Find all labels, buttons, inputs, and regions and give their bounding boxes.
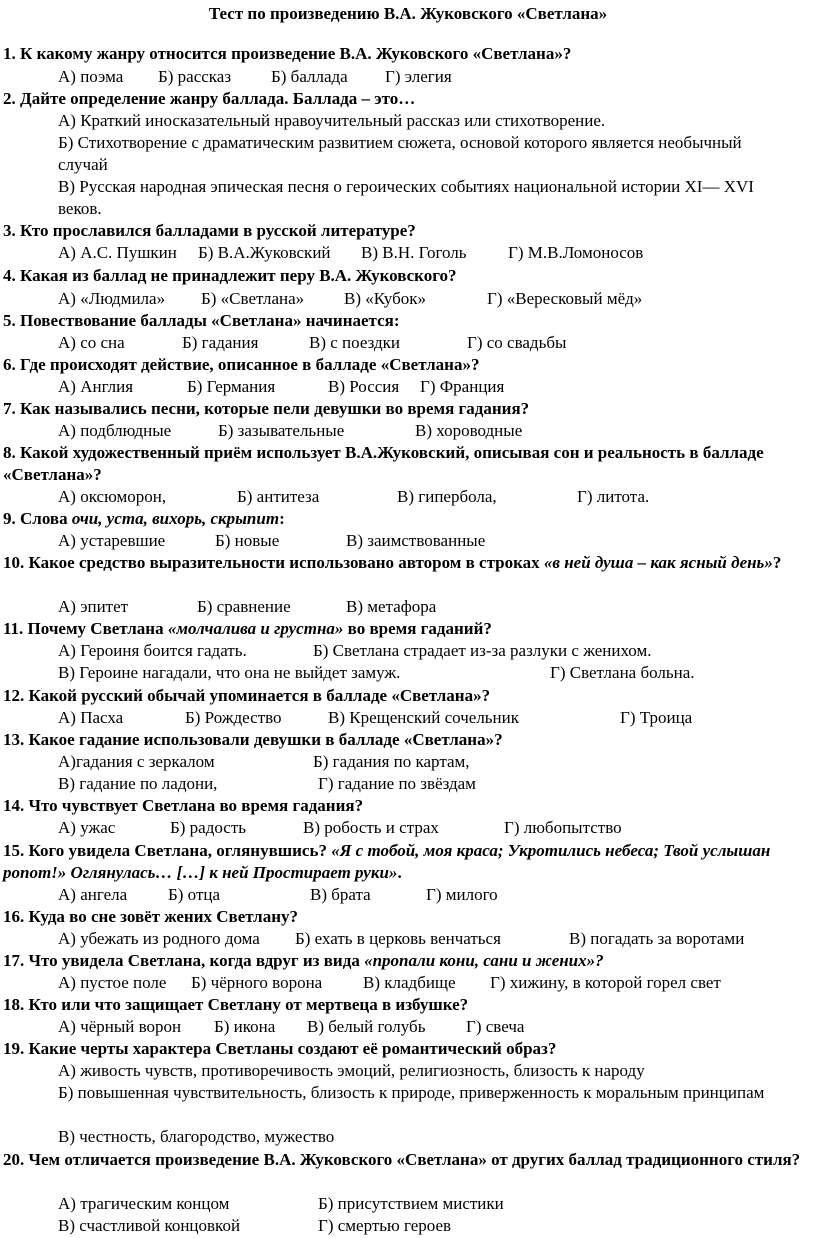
option: А) подблюдные [58, 421, 172, 440]
option: В) погадать за воротами [569, 929, 745, 948]
option: Г) Троица [620, 708, 693, 727]
question-14: 14. Что чувствует Светлана во время гадания? [3, 796, 364, 815]
option: В) «Кубок» [344, 289, 426, 308]
option: Б) антитеза [237, 487, 320, 506]
answer-2c: В) Русская народная эпическая песня о героических событиях национальной истории XI— XVI веков. [58, 177, 754, 218]
option: Б) присутствием мистики [318, 1194, 504, 1213]
question-text-after: : [279, 509, 285, 528]
option: Г) М.В.Ломоносов [508, 243, 644, 262]
option: Г) элегия [385, 67, 452, 86]
question-17 [3, 950, 802, 972]
question-quote: «в ней душа – как ясный день» [543, 553, 773, 572]
option: В) заимствованные [346, 531, 486, 550]
question-text: 9. Слова [3, 509, 68, 528]
option: Б) баллада [271, 67, 348, 86]
option: А) устаревшие [58, 531, 166, 550]
question-10 [3, 552, 802, 574]
option: Б) чёрного ворона [191, 973, 323, 992]
option: В) кладбище [363, 973, 456, 992]
answer-2a: А) Краткий иносказательный нравоучительный рассказ или стихотворение. [58, 111, 606, 130]
question-text-after: . [397, 863, 402, 882]
question-text: 10. Какое средство выразительности использовано автором в строках [3, 553, 540, 572]
option: Г) Светлана больна. [550, 663, 695, 682]
option: В) робость и страх [303, 818, 439, 837]
option: Б) гадания [182, 333, 259, 352]
question-7: 7. Как назывались песни, которые пели девушки во время гадания? [3, 399, 530, 418]
option: Г) со свадьбы [467, 333, 567, 352]
option: Б) новые [215, 531, 280, 550]
option: А) «Людмила» [58, 289, 166, 308]
option: Б) гадания по картам, [313, 752, 470, 771]
option: Г) смертью героев [318, 1216, 452, 1235]
option: Г) Франция [420, 377, 505, 396]
option: А) оксюморон, [58, 487, 167, 506]
option: А) Англия [58, 377, 134, 396]
option: Б) отца [168, 885, 221, 904]
option: Б) В.А.Жуковский [198, 243, 331, 262]
option: В) с поездки [309, 333, 401, 352]
question-text: 11. Почему Светлана [3, 619, 164, 638]
option: А) Героиня боится гадать. [58, 641, 247, 660]
option: В) Героине нагадали, что она не выйдет замуж. [58, 663, 401, 682]
option: Б) ехать в церковь венчаться [295, 929, 501, 948]
question-2: 2. Дайте определение жанру баллада. Баллада – это… [3, 89, 416, 108]
question-12: 12. Какой русский обычай упоминается в балладе «Светлана»? [3, 686, 491, 705]
question-18: 18. Кто или что защищает Светлану от мертвеца в избушке? [3, 995, 469, 1014]
question-19: 19. Какие черты характера Светланы создают её романтический образ? [3, 1039, 557, 1058]
option: А) Пасха [58, 708, 124, 727]
option: А) поэма [58, 67, 124, 86]
option: Б) рассказ [158, 67, 232, 86]
option: В) хороводные [415, 421, 523, 440]
option: Б) Германия [187, 377, 276, 396]
option: Г) хижину, в которой горел свет [490, 973, 721, 992]
option: Б) Рождество [185, 708, 282, 727]
question-quote: «пропали кони, сани и жених»? [364, 951, 604, 970]
question-16: 16. Куда во сне зовёт жених Светлану? [3, 907, 299, 926]
option: Б) «Светлана» [201, 289, 305, 308]
question-text: 17. Что увидела Светлана, когда вдруг из вида [3, 951, 360, 970]
option: Г) гадание по звёздам [318, 774, 476, 793]
question-text-after: во время гаданий? [343, 619, 492, 638]
option: Г) свеча [466, 1017, 525, 1036]
question-9 [3, 508, 802, 530]
option: Б) радость [170, 818, 247, 837]
option: А) эпитет [58, 597, 129, 616]
option: В) Крещенский сочельник [328, 708, 520, 727]
question-quote: «Я с тобой, моя краса; Укротились небеса; Твой услышан ропот!» Оглянулась… […] к ней Простирает руки» [3, 841, 771, 882]
option: Б) Светлана страдает из-за разлуки с женихом. [313, 641, 652, 660]
answer-2b: Б) Стихотворение с драматическим развитием сюжета, основой которого является необычный случай [58, 133, 742, 174]
option: А) ужас [58, 818, 116, 837]
option: А) трагическим концом [58, 1194, 230, 1213]
option: А) ангела [58, 885, 128, 904]
question-text-after: ? [772, 553, 782, 572]
question-11 [3, 618, 802, 640]
question-13: 13. Какое гадание использовали девушки в балладе «Светлана»? [3, 730, 503, 749]
option: А) со сна [58, 333, 125, 352]
option: В) метафора [346, 597, 437, 616]
option: В) счастливой концовкой [58, 1216, 241, 1235]
option: Г) литота. [577, 487, 650, 506]
answer-19c: В) честность, благородство, мужество [58, 1127, 335, 1146]
question-5: 5. Повествование баллады «Светлана» начинается: [3, 311, 400, 330]
question-8: 8. Какой художественный приём использует В.А.Жуковский, описывая сон и реальность в балладе «Светлана»? [3, 443, 764, 484]
option: А) убежать из родного дома [58, 929, 260, 948]
option: В) брата [310, 885, 371, 904]
page-title: Тест по произведению В.А. Жуковского «Светлана» [208, 4, 608, 23]
option: В) В.Н. Гоголь [361, 243, 467, 262]
option: Г) милого [426, 885, 498, 904]
option: В) Россия [328, 377, 400, 396]
option: Г) «Вересковый мёд» [487, 289, 643, 308]
option: В) гадание по ладони, [58, 774, 218, 793]
question-4: 4. Какая из баллад не принадлежит перу В.А. Жуковского? [3, 266, 457, 285]
answer-19b: Б) повышенная чувствительность, близость к природе, приверженность к моральным принципам [58, 1083, 765, 1102]
question-quote: «молчалива и грустна» [167, 619, 344, 638]
option: Б) зазывательные [218, 421, 345, 440]
option: А) А.С. Пушкин [58, 243, 177, 262]
option: В) гипербола, [397, 487, 497, 506]
option: Г) любопытство [504, 818, 622, 837]
question-6: 6. Где происходят действие, описанное в балладе «Светлана»? [3, 355, 480, 374]
question-1: 1. К какому жанру относится произведение В.А. Жуковского «Светлана»? [3, 44, 572, 63]
question-15 [3, 840, 802, 884]
option: Б) икона [214, 1017, 276, 1036]
option: В) белый голубь [307, 1017, 426, 1036]
question-quote: очи, уста, вихорь, скрыпит [71, 509, 280, 528]
question-3: 3. Кто прославился балладами в русской литературе? [3, 221, 416, 240]
question-20: 20. Чем отличается произведение В.А. Жуковского «Светлана» от других баллад традиционного стиля? [3, 1150, 801, 1169]
option: А)гадания с зеркалом [58, 752, 215, 771]
option: А) чёрный ворон [58, 1017, 182, 1036]
question-text: 15. Кого увидела Светлана, оглянувшись? [3, 841, 327, 860]
answer-19a: А) живость чувств, противоречивость эмоций, религиозность, близость к народу [58, 1061, 645, 1080]
option: Б) сравнение [197, 597, 291, 616]
option: А) пустое поле [58, 973, 167, 992]
